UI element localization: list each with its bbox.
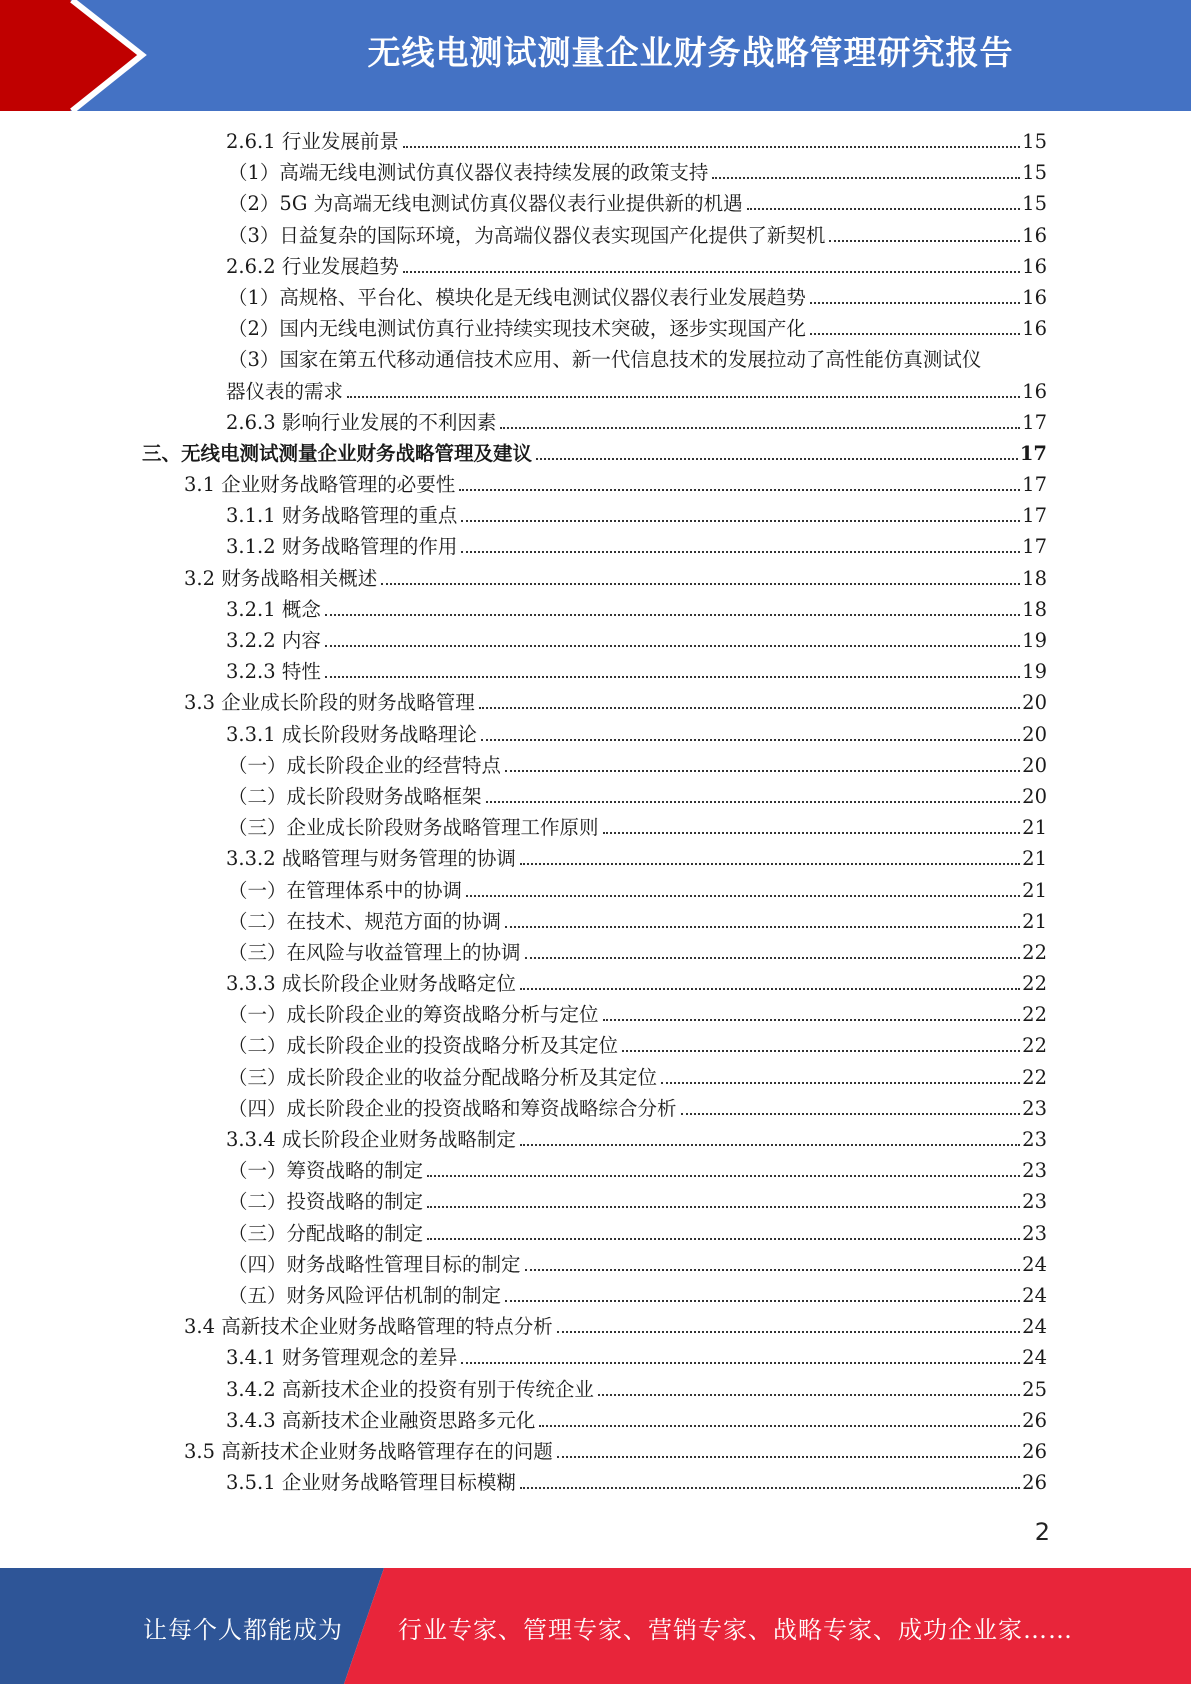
toc-entry[interactable] [0,1062,1191,1093]
toc-entry-page: 22 [1022,940,1047,964]
toc-dot-leader [479,707,1020,709]
toc-entry[interactable] [0,1405,1191,1436]
toc-entry[interactable] [0,625,1191,656]
toc-dot-leader [598,1394,1020,1396]
toc-dot-leader [325,614,1020,616]
toc-entry-label-line1: （3）国家在第五代移动通信技术应用、新一代信息技术的发展拉动了高性能仿真测试仪 [228,348,982,372]
toc-entry-page: 23 [1022,1221,1047,1245]
toc-entry-page: 25 [1022,1377,1047,1401]
toc-entry-label: 3.4.2 高新技术企业的投资有别于传统企业 [226,1374,598,1405]
toc-entry[interactable] [0,1311,1191,1342]
toc-dot-leader [520,863,1020,865]
toc-entry[interactable] [0,1186,1191,1217]
table-of-contents [0,126,1191,1498]
toc-entry[interactable] [0,344,1191,406]
toc-entry-label: （三）成长阶段企业的收益分配战略分析及其定位 [228,1062,661,1093]
toc-entry-label: 3.3.1 成长阶段财务战略理论 [226,719,481,750]
toc-dot-leader [461,551,1020,553]
toc-entry[interactable] [0,282,1191,313]
toc-entry-label: （一）在管理体系中的协调 [228,875,466,906]
toc-entry[interactable] [0,1124,1191,1155]
toc-entry[interactable] [0,1374,1191,1405]
toc-entry-label: （1）高端无线电测试仿真仪器仪表持续发展的政策支持 [228,157,712,188]
header-arrow-icon [0,0,200,111]
toc-entry-page: 21 [1022,878,1047,902]
toc-entry-label: 3.3.4 成长阶段企业财务战略制定 [226,1124,520,1155]
toc-entry-label: （1）高规格、平台化、模块化是无线电测试仪器仪表行业发展趋势 [228,282,810,313]
toc-entry-label: 3.2.3 特性 [226,656,325,687]
toc-entry[interactable] [0,968,1191,999]
toc-entry-label: （三）分配战略的制定 [228,1218,427,1249]
toc-entry[interactable] [0,875,1191,906]
toc-entry-page: 22 [1022,1065,1047,1089]
toc-entry[interactable] [0,220,1191,251]
toc-entry[interactable] [0,563,1191,594]
toc-entry-label: （2）5G 为高端无线电测试仿真仪器仪表行业提供新的机遇 [228,188,747,219]
toc-entry[interactable] [0,1218,1191,1249]
toc-dot-leader [525,1269,1021,1271]
toc-entry-label: （四）财务战略性管理目标的制定 [228,1249,525,1280]
toc-entry[interactable] [0,438,1191,469]
toc-dot-leader [829,240,1020,242]
toc-entry[interactable] [0,594,1191,625]
toc-dot-leader [325,645,1020,647]
toc-entry[interactable] [0,1030,1191,1061]
toc-entry-page: 26 [1022,1471,1047,1495]
toc-entry-label: （一）成长阶段企业的经营特点 [228,750,505,781]
footer-banner [0,1568,1191,1684]
toc-entry-page: 17 [1022,410,1047,434]
toc-dot-leader [481,739,1020,741]
toc-entry[interactable] [0,937,1191,968]
toc-dot-leader [603,1019,1021,1021]
toc-dot-leader [427,1175,1020,1177]
toc-entry-page: 20 [1022,722,1047,746]
toc-dot-leader [536,458,1018,460]
toc-dot-leader [459,489,1020,491]
toc-entry-label: 器仪表的需求 [226,376,347,407]
toc-entry-page: 18 [1022,597,1047,621]
toc-dot-leader [461,520,1020,522]
toc-entry-label: 3.1 企业财务战略管理的必要性 [184,469,459,500]
toc-entry-label: 3.3.3 成长阶段企业财务战略定位 [226,968,520,999]
toc-dot-leader [525,957,1021,959]
toc-dot-leader [681,1113,1021,1115]
toc-dot-leader [520,1144,1020,1146]
toc-entry-label: 3.4.1 财务管理观念的差异 [226,1342,461,1373]
toc-entry-page: 20 [1022,691,1047,715]
toc-entry-label: 3.2.2 内容 [226,625,325,656]
toc-entry-page: 26 [1022,1439,1047,1463]
toc-dot-leader [810,333,1020,335]
toc-entry-page: 22 [1022,1003,1047,1027]
toc-entry-page: 15 [1022,161,1047,185]
toc-entry-page: 19 [1022,629,1047,653]
toc-entry-page: 17 [1022,535,1047,559]
toc-entry[interactable] [0,1093,1191,1124]
page-number: 2 [1034,1518,1050,1546]
toc-entry[interactable] [0,1280,1191,1311]
toc-dot-leader [500,427,1020,429]
toc-entry-label: （2）国内无线电测试仿真行业持续实现技术突破，逐步实现国产化 [228,313,810,344]
toc-entry[interactable] [0,750,1191,781]
toc-dot-leader [461,1362,1020,1364]
toc-entry-label: 3.4 高新技术企业财务战略管理的特点分析 [184,1311,557,1342]
toc-entry-label: （四）成长阶段企业的投资战略和筹资战略综合分析 [228,1093,681,1124]
toc-dot-leader [381,583,1020,585]
toc-entry-label: 3.1.2 财务战略管理的作用 [226,531,461,562]
toc-entry[interactable] [0,469,1191,500]
toc-dot-leader [427,1206,1020,1208]
toc-entry-label: （二）投资战略的制定 [228,1186,427,1217]
toc-entry-page: 22 [1022,1034,1047,1058]
toc-dot-leader [520,988,1020,990]
toc-entry-label: 3.4.3 高新技术企业融资思路多元化 [226,1405,539,1436]
toc-entry[interactable] [0,687,1191,718]
toc-entry-page: 23 [1022,1190,1047,1214]
toc-dot-leader [557,1456,1020,1458]
report-title: 无线电测试测量企业财务战略管理研究报告 [367,33,1014,72]
toc-entry[interactable] [0,999,1191,1030]
toc-entry[interactable] [0,251,1191,282]
toc-entry-label: （二）在技术、规范方面的协调 [228,906,505,937]
toc-entry-page: 17 [1022,473,1047,497]
toc-entry-page: 22 [1022,972,1047,996]
toc-dot-leader [403,271,1020,273]
toc-entry-label: （一）成长阶段企业的筹资战略分析与定位 [228,999,603,1030]
toc-entry-label: （二）成长阶段财务战略框架 [228,781,486,812]
toc-entry-page: 17 [1019,441,1047,465]
toc-entry-page: 19 [1022,660,1047,684]
toc-entry-label: 3.1.1 财务战略管理的重点 [226,500,461,531]
toc-entry-label: 2.6.2 行业发展趋势 [226,251,403,282]
toc-entry[interactable] [0,1249,1191,1280]
footer-slogan-right: 行业专家、管理专家、营销专家、战略专家、成功企业家…… [398,1616,1073,1644]
toc-entry-label: 3.3 企业成长阶段的财务战略管理 [184,687,479,718]
toc-entry[interactable] [0,656,1191,687]
toc-entry-page: 16 [1022,317,1047,341]
toc-entry-label: 3.2.1 概念 [226,594,325,625]
toc-entry-label: （3）日益复杂的国际环境，为高端仪器仪表实现国产化提供了新契机 [228,220,829,251]
toc-entry-page: 24 [1022,1283,1047,1307]
toc-dot-leader [505,770,1020,772]
toc-entry-page: 16 [1022,223,1047,247]
toc-entry-page: 24 [1022,1346,1047,1370]
toc-entry-page: 24 [1022,1315,1047,1339]
toc-entry-label: 3.2 财务战略相关概述 [184,563,381,594]
toc-entry-page: 21 [1022,909,1047,933]
toc-dot-leader [557,1331,1020,1333]
toc-dot-leader [712,177,1020,179]
toc-entry-label: 2.6.1 行业发展前景 [226,126,403,157]
toc-entry-page: 18 [1022,566,1047,590]
toc-entry-page: 20 [1022,753,1047,777]
toc-dot-leader [325,676,1020,678]
toc-entry-page: 23 [1022,1096,1047,1120]
toc-dot-leader [520,1487,1020,1489]
toc-dot-leader [622,1050,1020,1052]
toc-dot-leader [505,1300,1020,1302]
toc-dot-leader [403,146,1020,148]
toc-dot-leader [810,302,1020,304]
toc-entry[interactable] [0,1155,1191,1186]
toc-entry-page: 26 [1022,1408,1047,1432]
toc-dot-leader [603,832,1021,834]
toc-entry-page: 24 [1022,1252,1047,1276]
toc-entry[interactable] [0,812,1191,843]
report-header [0,0,1191,111]
toc-entry-label: （五）财务风险评估机制的制定 [228,1280,505,1311]
toc-entry-page: 23 [1022,1128,1047,1152]
toc-entry-label: （二）成长阶段企业的投资战略分析及其定位 [228,1030,622,1061]
toc-entry-label: 3.5 高新技术企业财务战略管理存在的问题 [184,1436,557,1467]
footer-slogan-left: 让每个人都能成为 [143,1616,343,1644]
toc-dot-leader [747,208,1021,210]
toc-entry-label: 三、无线电测试测量企业财务战略管理及建议 [142,438,536,469]
toc-entry-page: 21 [1022,847,1047,871]
toc-entry[interactable] [0,407,1191,438]
toc-entry[interactable] [0,906,1191,937]
toc-entry[interactable] [0,500,1191,531]
toc-entry-label: （一）筹资战略的制定 [228,1155,427,1186]
toc-dot-leader [486,801,1021,803]
toc-entry-label: 3.5.1 企业财务战略管理目标模糊 [226,1467,520,1498]
toc-entry-page: 15 [1022,130,1047,153]
toc-entry-label: 3.3.2 战略管理与财务管理的协调 [226,843,520,874]
toc-entry-label: （三）企业成长阶段财务战略管理工作原则 [228,812,603,843]
toc-dot-leader [427,1238,1020,1240]
toc-entry-page: 17 [1022,504,1047,528]
toc-entry-label: （三）在风险与收益管理上的协调 [228,937,525,968]
toc-entry-page: 16 [1022,379,1047,403]
toc-dot-leader [539,1425,1020,1427]
toc-entry-page: 21 [1022,816,1047,840]
toc-dot-leader [347,396,1020,398]
toc-entry-page: 16 [1022,285,1047,309]
toc-entry[interactable] [0,313,1191,344]
toc-entry-label: 2.6.3 影响行业发展的不利因素 [226,407,500,438]
toc-entry[interactable] [0,126,1191,157]
toc-entry[interactable] [0,188,1191,219]
toc-entry[interactable] [0,157,1191,188]
toc-entry[interactable] [0,1467,1191,1498]
toc-entry[interactable] [0,843,1191,874]
toc-entry[interactable] [0,719,1191,750]
toc-dot-leader [466,895,1020,897]
toc-entry[interactable] [0,531,1191,562]
toc-entry[interactable] [0,1436,1191,1467]
toc-dot-leader [661,1082,1020,1084]
toc-entry-page: 15 [1022,192,1047,216]
toc-entry[interactable] [0,781,1191,812]
toc-entry-page: 16 [1022,254,1047,278]
toc-dot-leader [505,926,1020,928]
toc-entry-page: 23 [1022,1159,1047,1183]
toc-entry-page: 20 [1022,784,1047,808]
toc-entry[interactable] [0,1342,1191,1373]
